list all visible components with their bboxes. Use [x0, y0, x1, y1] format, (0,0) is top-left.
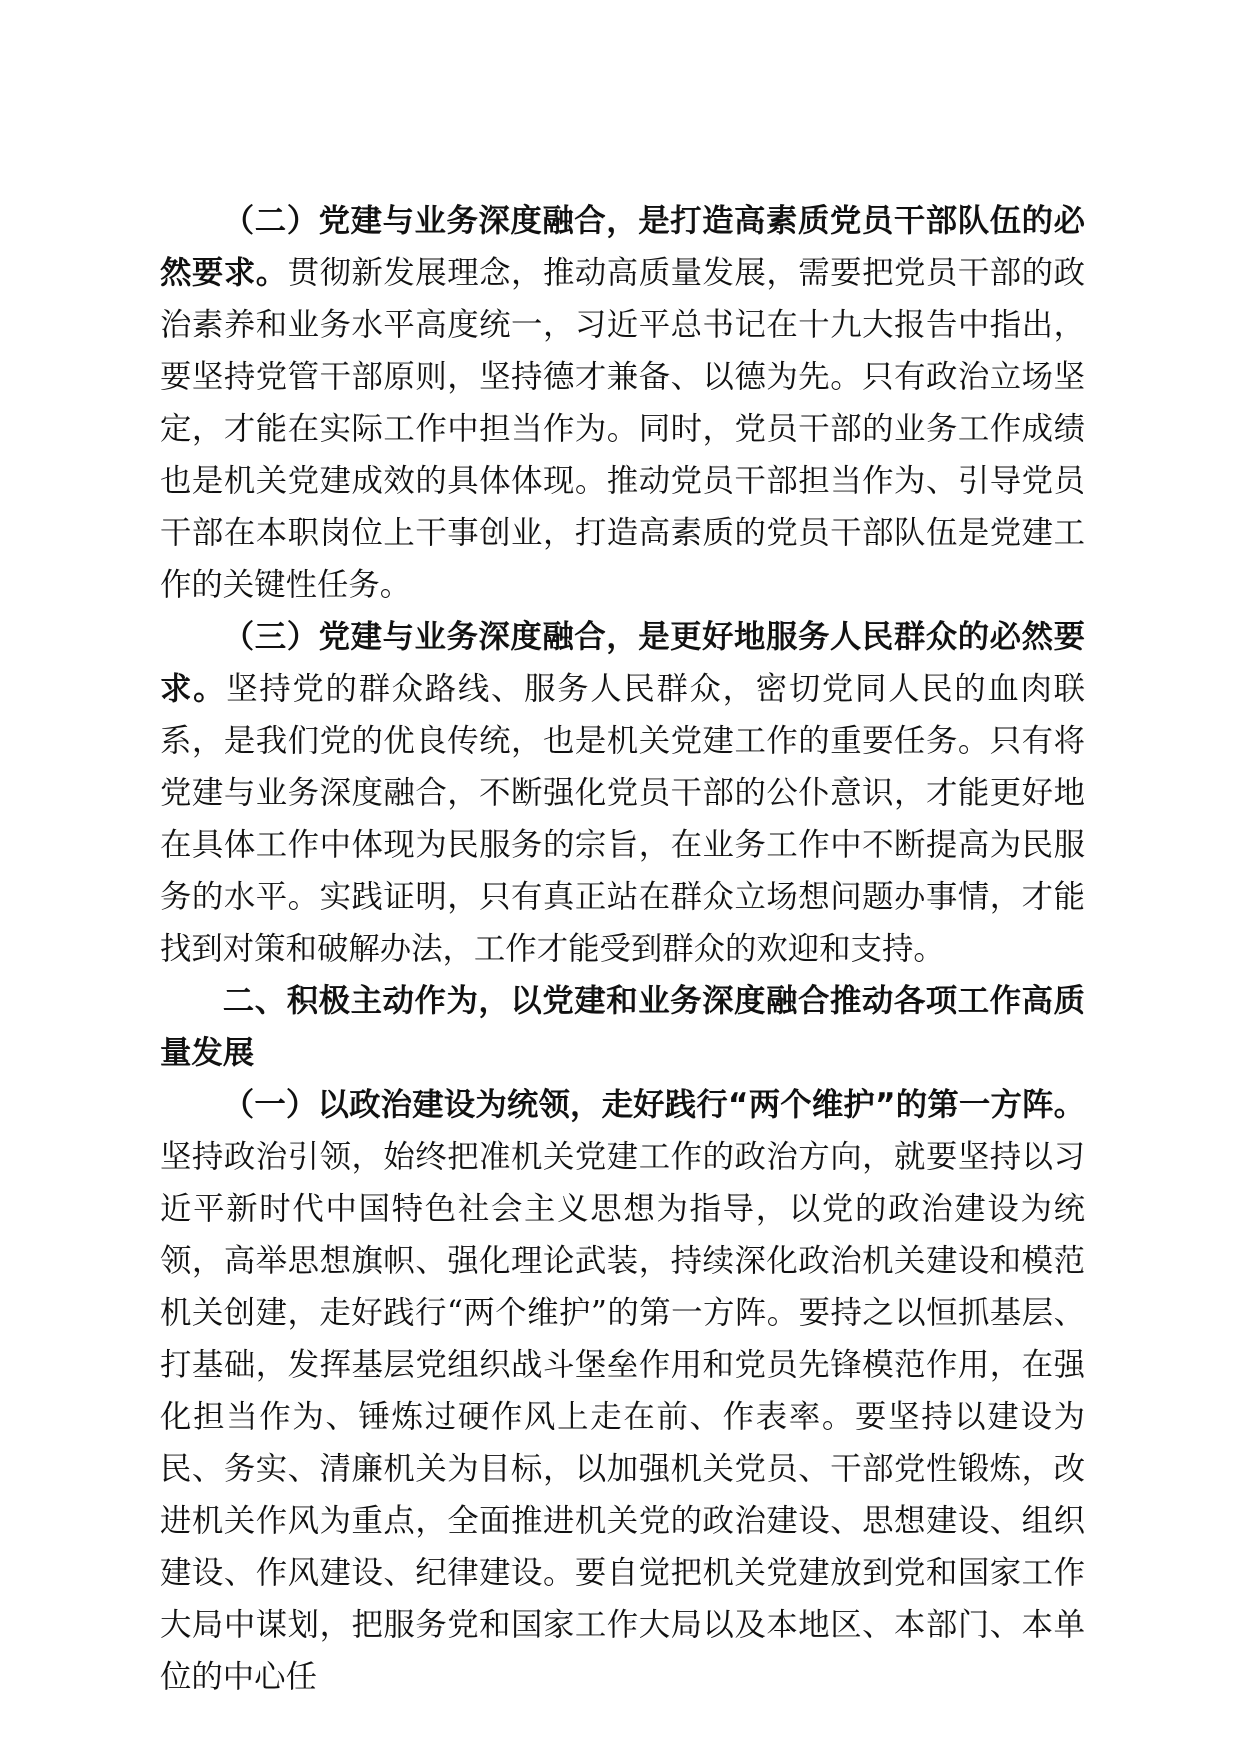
section-heading-2: 二、积极主动作为，以党建和业务深度融合推动各项工作高质量发展	[160, 983, 1085, 1071]
paragraph-2-3-body: 坚持党的群众路线、服务人民群众，密切党同人民的血肉联系，是我们党的优良传统，也是机关党建工作的重要任务。只有将党建与业务深度融合，不断强化党员干部的公仆意识，才能更好地在具体工作中体现为民服务的宗旨，在业务工作中不断提高为民服务的水平。实践证明，只有真正站在群众立场想问题办事情，才能找到对策和破解办法，工作才能受到群众的欢迎和支持。	[160, 671, 1085, 967]
paragraph-2-2-body: 贯彻新发展理念，推动高质量发展，需要把党员干部的政治素养和业务水平高度统一，习近平总书记在十九大报告中指出，要坚持党管干部原则，坚持德才兼备、以德为先。只有政治立场坚定，才能在实际工作中担当作为。同时，党员干部的业务工作成绩也是机关党建成效的具体体现。推动党员干部担当作为、引导党员干部在本职岗位上干事创业，打造高素质的党员干部队伍是党建工作的关键性任务。	[160, 255, 1085, 603]
paragraph-3-1-lead: （一）以政治建设为统领，走好践行“两个维护”的第一方阵。	[222, 1087, 1085, 1123]
paragraph-2-3	[160, 611, 1085, 975]
paragraph-2-2	[160, 195, 1085, 611]
document-page	[160, 195, 1085, 1703]
paragraph-2-3-lead: （三）党建与业务深度融合，是更好地服务人民群众的必然要求。	[160, 619, 1085, 707]
paragraph-3-1	[160, 1079, 1085, 1703]
paragraph-3-1-body: 坚持政治引领，始终把准机关党建工作的政治方向，就要坚持以习近平新时代中国特色社会主义思想为指导，以党的政治建设为统领，高举思想旗帜、强化理论武装，持续深化政治机关建设和模范机关创建，走好践行“两个维护”的第一方阵。要持之以恒抓基层、打基础，发挥基层党组织战斗堡垒作用和党员先锋模范作用，在强化担当作为、锤炼过硬作风上走在前、作表率。要坚持以建设为民、务实、清廉机关为目标，以加强机关党员、干部党性锻炼，改进机关作风为重点，全面推进机关党的政治建设、思想建设、组织建设、作风建设、纪律建设。要自觉把机关党建放到党和国家工作大局中谋划，把服务党和国家工作大局以及本地区、本部门、本单位的中心任	[160, 1139, 1085, 1695]
paragraph-2-2-lead: （二）党建与业务深度融合，是打造高素质党员干部队伍的必然要求。	[160, 203, 1085, 291]
